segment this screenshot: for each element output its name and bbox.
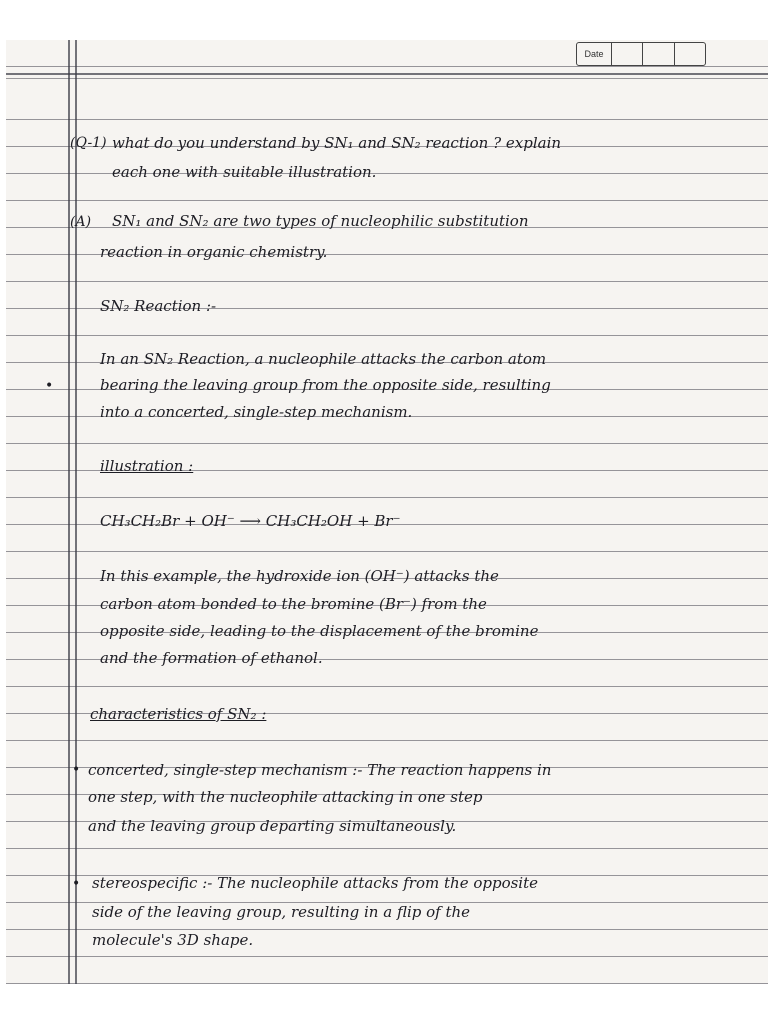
bullet-2: •	[72, 876, 81, 892]
char2-line-2: side of the leaving group, resulting in a flip of the	[92, 903, 471, 921]
char2-line-1: stereospecific :- The nucleophile attacks from the opposite	[92, 874, 539, 892]
margin-dot: •	[45, 378, 54, 394]
date-box	[576, 42, 706, 66]
margin-line-right	[75, 40, 77, 984]
char1-line-3: and the leaving group departing simultaneously.	[88, 817, 457, 835]
header-rule	[6, 73, 768, 75]
illustration-label: illustration :	[100, 457, 194, 475]
question-marker: (Q-1)	[70, 135, 107, 151]
char1-line-1: concerted, single-step mechanism :- The reaction happens in	[88, 761, 552, 779]
char1-line-2: one step, with the nucleophile attacking in one step	[88, 788, 483, 806]
margin-line-left	[68, 40, 70, 984]
date-label: Date	[577, 43, 612, 65]
characteristics-heading: characteristics of SN₂ :	[90, 705, 267, 723]
header-rule-thin	[6, 78, 768, 79]
sn2-heading: SN₂ Reaction :-	[100, 297, 217, 315]
sn2-para1-line-1: In an SN₂ Reaction, a nucleophile attacks the carbon atom	[100, 350, 547, 368]
question-line-1: what do you understand by SN₁ and SN₂ reaction ? explain	[112, 134, 562, 152]
char2-line-3: molecule's 3D shape.	[92, 931, 254, 949]
sn2-para2-line-1: In this example, the hydroxide ion (OH⁻) attacks the	[100, 567, 499, 585]
answer-marker: (A)	[70, 214, 92, 230]
sn2-para1-line-3: into a concerted, single-step mechanism.	[100, 403, 413, 421]
question-line-2: each one with suitable illustration.	[112, 163, 377, 181]
sn2-para2-line-3: opposite side, leading to the displacement of the bromine	[100, 622, 539, 640]
answer-line-2: reaction in organic chemistry.	[100, 243, 328, 261]
sn2-para2-line-2: carbon atom bonded to the bromine (Br⁻) from the	[100, 595, 487, 613]
sn2-para1-line-2: bearing the leaving group from the opposite side, resulting	[100, 376, 551, 394]
reaction-equation: CH₃CH₂Br + OH⁻ ⟶ CH₃CH₂OH + Br⁻	[100, 512, 401, 530]
answer-line-1: SN₁ and SN₂ are two types of nucleophilic substitution	[112, 212, 529, 230]
bleed-through	[100, 112, 520, 122]
bullet-1: •	[72, 762, 81, 778]
sn2-para2-line-4: and the formation of ethanol.	[100, 649, 323, 667]
